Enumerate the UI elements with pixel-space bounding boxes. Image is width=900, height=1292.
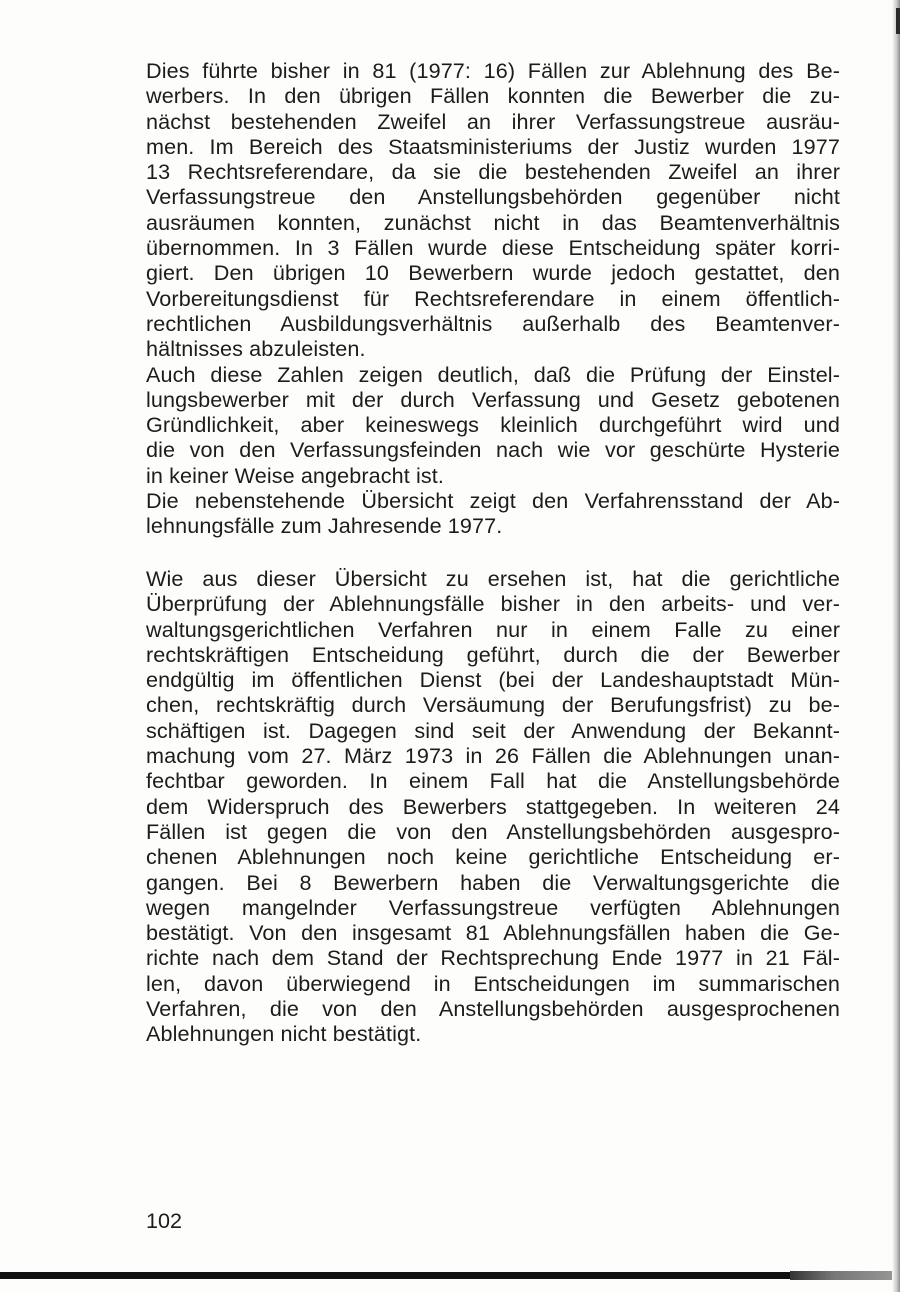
text-line: 13 Rechtsreferendare, da sie die bestehenden Zweifel an ihrer	[146, 159, 840, 185]
text-line: bestätigt. Von den insgesamt 81 Ablehnungsfällen haben die Ge-	[146, 920, 840, 946]
text-line: Ablehnungen nicht bestätigt.	[146, 1021, 422, 1047]
paragraph	[146, 566, 840, 1047]
text-line: rechtlichen Ausbildungsverhältnis außerhalb des Beamtenver-	[146, 310, 840, 336]
text-line: richte nach dem Stand der Rechtsprechung Ende 1977 in 21 Fäl-	[146, 945, 840, 971]
text-block-upper	[146, 58, 840, 539]
text-line: dem Widerspruch des Bewerbers stattgegeben. In weiteren 24	[146, 793, 840, 819]
text-line: wegen mangelnder Verfassungstreue verfügten Ablehnungen	[146, 894, 840, 920]
page-bottom-edge-fade	[790, 1271, 900, 1280]
text-line: gangen. Bei 8 Bewerbern haben die Verwaltungsgerichte die	[146, 869, 840, 895]
text-line: nächst bestehenden Zweifel an ihrer Verfassungstreue ausräu-	[146, 108, 840, 134]
text-line: waltungsgerichtlichen Verfahren nur in einem Falle zu einer	[146, 616, 840, 642]
text-line: machung vom 27. März 1973 in 26 Fällen die Ablehnungen unan-	[146, 743, 840, 769]
text-line: in keiner Weise angebracht ist.	[146, 462, 444, 488]
text-line: lungsbewerber mit der durch Verfassung und Gesetz gebotenen	[146, 386, 840, 412]
page-number: 102	[146, 1208, 183, 1233]
text-line: die von den Verfassungsfeinden nach wie vor geschürte Hysterie	[146, 437, 840, 463]
text-line: Gründlichkeit, aber keineswegs kleinlich durchgeführt wird und	[146, 412, 840, 438]
text-line: schäftigen ist. Dagegen sind seit der Anwendung der Bekannt-	[146, 717, 840, 743]
text-line: Verfahren, die von den Anstellungsbehörden ausgesprochenen	[146, 996, 840, 1022]
text-line: chenen Ablehnungen noch keine gerichtliche Entscheidung er-	[146, 844, 840, 870]
page-right-edge	[892, 0, 900, 1292]
text-line: rechtskräftigen Entscheidung geführt, durch die der Bewerber	[146, 641, 840, 667]
text-line: werbers. In den übrigen Fällen konnten die Bewerber die zu-	[146, 83, 840, 109]
text-line: Auch diese Zahlen zeigen deutlich, daß die Prüfung der Einstel-	[146, 361, 840, 387]
text-line: übernommen. In 3 Fällen wurde diese Entscheidung später korri-	[146, 235, 840, 261]
page-right-edge-mark	[896, 8, 900, 34]
text-line: hältnisses abzuleisten.	[146, 336, 366, 362]
text-line: Überprüfung der Ablehnungsfälle bisher in den arbeits- und ver-	[146, 591, 840, 617]
page-bottom-edge	[0, 1272, 790, 1279]
text-block-lower	[146, 566, 840, 1047]
paragraph	[146, 488, 840, 539]
text-line: Wie aus dieser Übersicht zu ersehen ist, hat die gerichtliche	[146, 566, 840, 591]
text-line: Fällen ist gegen die von den Anstellungsbehörden ausgespro-	[146, 818, 840, 844]
text-line: Vorbereitungsdienst für Rechtsreferendare in einem öffentlich-	[146, 285, 840, 311]
paragraph	[146, 58, 840, 362]
text-line: len, davon überwiegend in Entscheidungen im summarischen	[146, 970, 840, 996]
text-line: Verfassungstreue den Anstellungsbehörden gegenüber nicht	[146, 184, 840, 210]
text-line: giert. Den übrigen 10 Bewerbern wurde jedoch gestattet, den	[146, 260, 840, 286]
text-line: lehnungsfälle zum Jahresende 1977.	[146, 513, 503, 539]
text-line: fechtbar geworden. In einem Fall hat die Anstellungsbehörde	[146, 768, 840, 794]
paragraph	[146, 362, 840, 488]
text-line: chen, rechtskräftig durch Versäumung der Berufungsfrist) zu be-	[146, 692, 840, 718]
text-line: Dies führte bisher in 81 (1977: 16) Fällen zur Ablehnung des Be-	[146, 58, 840, 83]
text-line: men. Im Bereich des Staatsministeriums der Justiz wurden 1977	[146, 133, 840, 159]
text-line: endgültig im öffentlichen Dienst (bei der Landeshauptstadt Mün-	[146, 667, 840, 693]
text-line: ausräumen konnten, zunächst nicht in das Beamtenverhältnis	[146, 209, 840, 235]
text-line: Die nebenstehende Übersicht zeigt den Verfahrensstand der Ab-	[146, 488, 840, 514]
